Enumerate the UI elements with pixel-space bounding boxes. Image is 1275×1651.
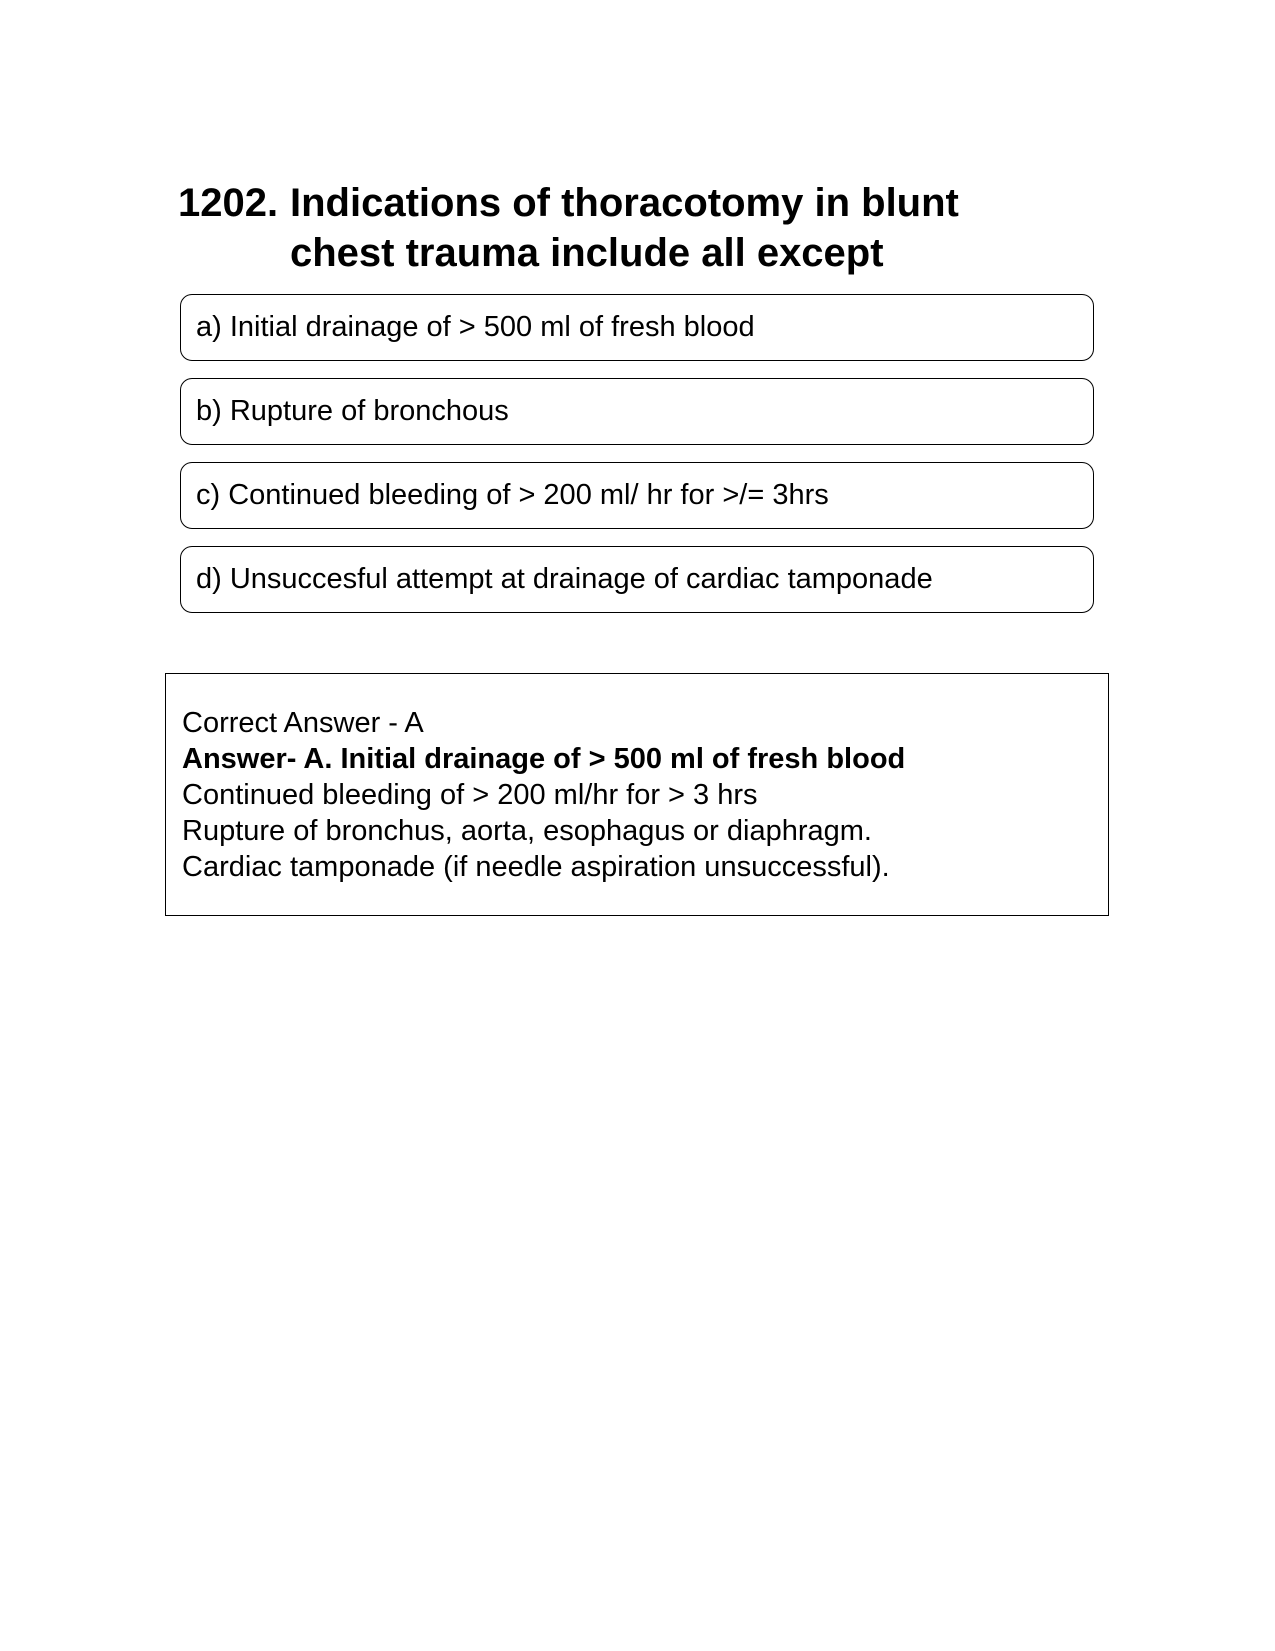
options-list bbox=[180, 294, 1094, 630]
option-c[interactable]: c) Continued bleeding of > 200 ml/ hr for >/= 3hrs bbox=[180, 462, 1094, 529]
answer-box bbox=[165, 673, 1109, 916]
explanation-line-1: Continued bleeding of > 200 ml/hr for > 3 hrs bbox=[182, 779, 758, 811]
question-number: 1202. bbox=[178, 181, 279, 225]
option-a[interactable]: a) Initial drainage of > 500 ml of fresh blood bbox=[180, 294, 1094, 361]
answer-heading: Answer- A. Initial drainage of > 500 ml of fresh blood bbox=[182, 743, 906, 775]
correct-answer-line: Correct Answer - A bbox=[182, 707, 424, 739]
option-d[interactable]: d) Unsuccesful attempt at drainage of cardiac tamponade bbox=[180, 546, 1094, 613]
question-text: Indications of thoracotomy in blunt chest trauma include all except bbox=[290, 181, 959, 275]
explanation-line-2: Rupture of bronchus, aorta, esophagus or diaphragm. bbox=[182, 815, 872, 847]
question-heading bbox=[178, 178, 1058, 278]
option-b[interactable]: b) Rupture of bronchous bbox=[180, 378, 1094, 445]
explanation-line-3: Cardiac tamponade (if needle aspiration unsuccessful). bbox=[182, 851, 890, 883]
